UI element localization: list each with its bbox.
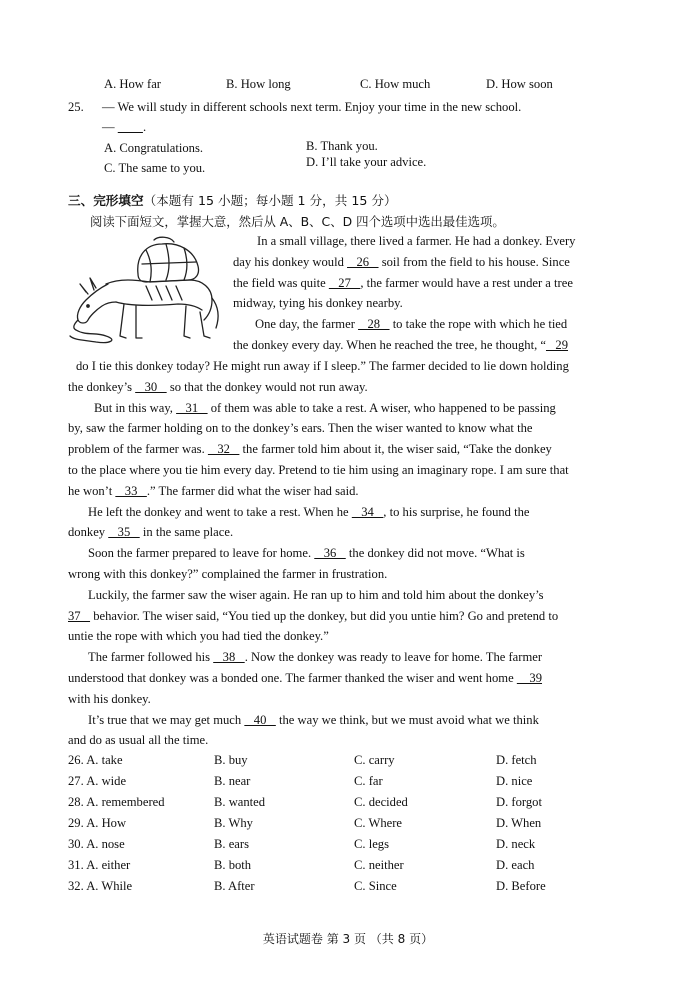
passage-text: It’s true that we may get much — [88, 712, 242, 727]
option-b: B. After — [214, 879, 255, 893]
passage-text: in the same place. — [142, 525, 234, 540]
passage-text: The farmer followed his — [88, 650, 211, 665]
donkey-icon — [66, 236, 226, 346]
q25-line2 — [102, 120, 146, 135]
option-row-30 — [68, 837, 628, 857]
blank-29: 29 — [545, 337, 569, 352]
q24-option-b: B. How long — [226, 77, 291, 91]
passage-text: Luckily, the farmer saw the wiser again. He ran up to him and told him about the donkey’s — [88, 587, 544, 602]
option-c: C. Where — [354, 816, 403, 830]
option-a: 26. A. take — [68, 753, 123, 767]
passage-text: , the farmer would have a rest under a tree — [360, 275, 573, 290]
passage-text: soil from the field to his house. Since — [381, 254, 570, 269]
option-c: C. neither — [354, 858, 404, 872]
option-row-29 — [68, 816, 628, 836]
q24-option-d: D. How soon — [486, 77, 553, 91]
passage-text: the farmer told him about it, the wiser said, “Take the donkey — [242, 442, 552, 457]
blank-36: 36 — [314, 546, 346, 561]
blank-30: 30 — [135, 379, 167, 394]
blank-35: 35 — [108, 525, 140, 540]
option-row-28 — [68, 795, 628, 815]
blank-28: 28 — [358, 317, 390, 332]
passage-text: donkey — [68, 525, 106, 540]
q24-option-c: C. How much — [360, 77, 431, 91]
option-c: C. decided — [354, 795, 408, 809]
passage-text: behavior. The wiser said, “You tied up the donkey, but did you untie him? Go and pretend to — [93, 608, 559, 623]
passage-p1-top — [233, 231, 628, 356]
passage-text: to the place where you tie him every day. Pretend to tie him using an imaginary rope. I am sure that — [68, 462, 569, 477]
blank-32: 32 — [207, 442, 240, 457]
passage-text: by, saw the farmer holding on to the donkey’s ears. Then the wiser wanted to know what the — [68, 421, 533, 436]
option-a: 28. A. remembered — [68, 795, 165, 809]
passage-text: and do as usual all the time. — [68, 733, 209, 748]
option-d: D. nice — [496, 774, 533, 788]
option-a: 32. A. While — [68, 879, 133, 893]
passage-text: day his donkey would — [233, 254, 344, 269]
passage-text: midway, tying his donkey nearby. — [233, 296, 403, 311]
section3-note: （本题有 15 小题；每小题 1 分，共 15 分） — [143, 193, 397, 208]
option-d: D. neck — [496, 837, 536, 851]
option-d: D. fetch — [496, 753, 537, 767]
passage-text: the donkey’s — [68, 379, 133, 394]
q25-option-b: B. Thank you. — [306, 139, 378, 153]
option-a: 31. A. either — [68, 858, 131, 872]
section3-heading — [68, 190, 397, 209]
blank-31: 31 — [176, 400, 208, 415]
option-a: 30. A. nose — [68, 837, 125, 851]
q25-option-a: A. Congratulations. — [104, 141, 203, 155]
passage-text: . Now the donkey was ready to leave for home. The farmer — [244, 650, 543, 665]
q25-number: 25. — [68, 100, 84, 114]
passage-text: the donkey did not move. “What is — [348, 546, 525, 561]
option-b: B. ears — [214, 837, 249, 851]
passage-text: , to his surprise, he found the — [383, 504, 530, 519]
q25-line1: — We will study in different schools next term. Enjoy your time in the new school. — [102, 100, 522, 114]
option-b: B. buy — [214, 753, 248, 767]
passage-text: the way we think, but we must avoid what we think — [278, 712, 539, 727]
passage-text: to take the rope with which he tied — [392, 317, 568, 332]
passage-text: He left the donkey and went to take a rest. When he — [88, 504, 349, 519]
blank-26: 26 — [347, 254, 379, 269]
option-a: 27. A. wide — [68, 774, 127, 788]
q25-blank — [118, 120, 143, 134]
q25-end: . — [142, 120, 147, 134]
passage-text: the donkey every day. When he reached the tree, he thought, “ — [233, 337, 546, 352]
passage-text: the field was quite — [233, 275, 326, 290]
passage-text: so that the donkey would not run away. — [169, 379, 368, 394]
option-row-27 — [68, 774, 628, 794]
blank-40: 40 — [244, 712, 276, 727]
option-row-26 — [68, 753, 628, 773]
option-c: C. carry — [354, 753, 395, 767]
blank-34: 34 — [351, 504, 384, 519]
option-b: B. near — [214, 774, 251, 788]
page-footer: 英语试题卷 第 3 页 （共 8 页） — [262, 932, 434, 946]
option-c: C. Since — [354, 879, 397, 893]
blank-37: 37 — [68, 608, 91, 623]
option-b: B. Why — [214, 816, 253, 830]
q24-options — [104, 77, 664, 97]
passage-text: .” The farmer did what the wiser had said. — [146, 483, 359, 498]
section3-title: 三、完形填空 — [68, 193, 144, 208]
passage-text: understood that donkey was a bonded one. The farmer thanked the wiser and went home — [68, 670, 514, 685]
q24-option-a: A. How far — [104, 77, 162, 91]
blank-38: 38 — [213, 650, 245, 665]
blank-33: 33 — [115, 483, 147, 498]
q25-option-c: C. The same to you. — [104, 161, 206, 175]
option-d: D. Before — [496, 879, 546, 893]
passage-text: In a small village, there lived a farmer. He had a donkey. Every — [257, 234, 576, 248]
option-d: D. forgot — [496, 795, 542, 809]
q25-dash: — — [102, 120, 115, 134]
passage-text: wrong with this donkey?” complained the farmer in frustration. — [68, 566, 388, 581]
section3-instruction: 阅读下面短文，掌握大意，然后从 A、B、C、D 四个选项中选出最佳选项。 — [90, 214, 505, 229]
blank-39: 39 — [516, 670, 543, 685]
passage-text: of them was able to take a rest. A wiser, who happened to be passing — [210, 400, 556, 415]
passage-text: he won’t — [68, 483, 113, 498]
passage-p2-rest — [68, 356, 628, 751]
passage-text: But in this way, — [94, 400, 173, 415]
donkey-illustration — [66, 236, 226, 346]
option-a: 29. A. How — [68, 816, 127, 830]
option-b: B. wanted — [214, 795, 266, 809]
option-d: D. each — [496, 858, 535, 872]
option-row-32 — [68, 879, 628, 899]
passage-text: problem of the farmer was. — [68, 442, 205, 457]
passage-text: with his donkey. — [68, 691, 151, 706]
passage-text: do I tie this donkey today? He might run away if I sleep.” The farmer decided to lie down holding — [76, 359, 569, 373]
option-d: D. When — [496, 816, 542, 830]
option-b: B. both — [214, 858, 252, 872]
option-c: C. far — [354, 774, 383, 788]
passage-text: One day, the farmer — [255, 317, 355, 332]
passage-text: Soon the farmer prepared to leave for home. — [88, 546, 312, 561]
blank-27: 27 — [328, 275, 361, 290]
passage-text: untie the rope with which you had tied the donkey.” — [68, 629, 329, 644]
option-c: C. legs — [354, 837, 389, 851]
q25-option-d: D. I’ll take your advice. — [306, 155, 427, 169]
option-row-31 — [68, 858, 628, 878]
